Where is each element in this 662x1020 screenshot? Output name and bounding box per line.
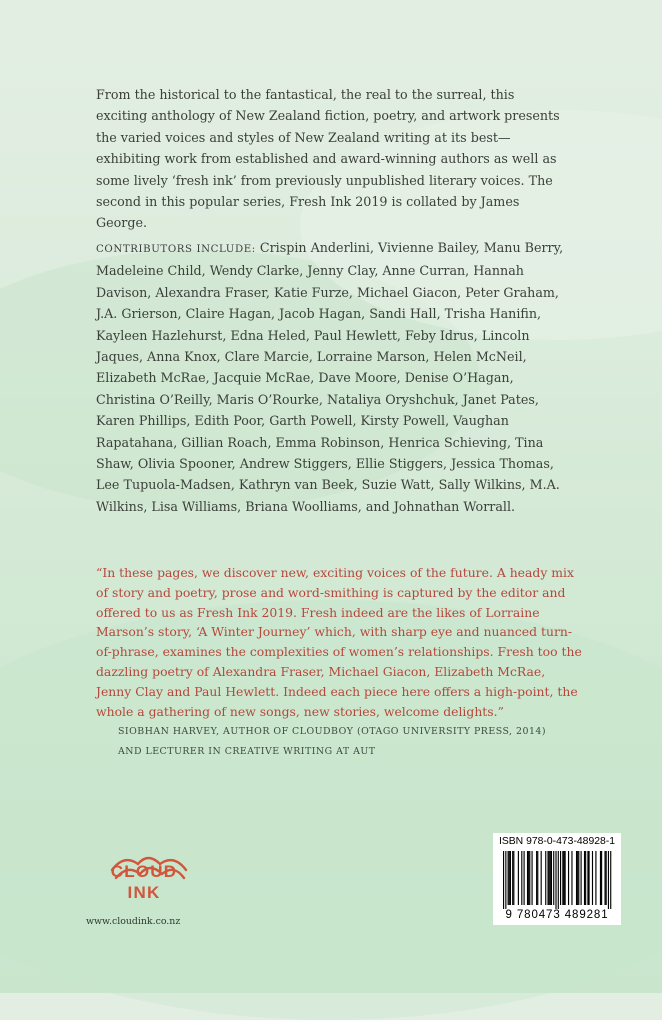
barcode-bar bbox=[563, 851, 564, 905]
logo-wordmark-cloud: CLOUD bbox=[110, 862, 178, 881]
contributors-names: Crispin Anderlini, Vivienne Bailey, Manu Berry, Madeleine Child, Wendy Clarke, Jenny Clay, Anne Curran, Hannah Davison, Alexandra Fraser, Katie Furze, Michael Giacon, Peter Graham, J.A. Grierson, Claire Hagan, Jacob Hagan, Sandi Hall, Trisha Hanifin, Kayleen Hazlehurst, Edna Heled, Paul Hewlett, Feby Idrus, Lincoln Jaques, Anna Knox, Clare Marcie, Lorraine Marson, Helen McNeil, Elizabeth McRae, Jacquie McRae, Dave Moore, Denise O’Hagan, Christina O’Reilly, Maris O’Rourke, Nataliya Oryshchuk, Janet Pates, Karen Phillips, Edith Poor, Garth Powell, Kirsty Powell, Vaughan Rapatahana, Gillian Roach, Emma Robinson, Henrica Schieving, Tina Shaw, Olivia Spooner, Andrew Stiggers, Ellie Stiggers, Jessica Thomas, Lee Tupuola-Madsen, Kathryn van Beek, Suzie Watt, Sally Wilkins, M.A. Wilkins, Lisa Williams, Briana Woolliams, and Johnathan Worrall. bbox=[96, 240, 564, 514]
contributors-list bbox=[96, 237, 576, 517]
barcode-bar bbox=[568, 851, 569, 905]
barcode-bar bbox=[577, 851, 578, 905]
barcode-bar bbox=[589, 851, 590, 905]
barcode-bar bbox=[560, 851, 561, 905]
barcode-bar bbox=[503, 851, 504, 909]
barcode-bar bbox=[547, 851, 548, 905]
logo-wordmark-ink: INK bbox=[127, 883, 161, 902]
barcode-bar bbox=[508, 851, 509, 905]
barcode-bar bbox=[541, 851, 542, 905]
barcode-bar bbox=[528, 851, 529, 905]
barcode-bar bbox=[595, 851, 596, 905]
publisher-url[interactable]: www.cloudink.co.nz bbox=[86, 916, 181, 927]
barcode-bar bbox=[518, 851, 519, 905]
barcode-bar bbox=[555, 851, 556, 909]
barcode-bar bbox=[532, 851, 533, 905]
review-attribution bbox=[118, 722, 568, 761]
barcode-bar bbox=[592, 851, 593, 905]
barcode-bar bbox=[524, 851, 525, 905]
barcode-bar bbox=[505, 851, 506, 909]
barcode-bar bbox=[606, 851, 607, 905]
barcode-bar bbox=[604, 851, 605, 905]
barcode-bar bbox=[512, 851, 513, 905]
barcode-bar bbox=[576, 851, 577, 905]
barcode-bar bbox=[585, 851, 586, 905]
barcode-bar bbox=[510, 851, 511, 905]
book-blurb: From the historical to the fantastical, the real to the surreal, this exciting anthology of New Zealand fiction, poetry, and artwork presents the varied voices and styles of New Zealand writing at its best—exhibiting work from established and award-winning authors as well as some lively ‘fresh ink’ from previously unpublished literary voices. The second in this popular series, Fresh Ink 2019 is collated by James George. bbox=[96, 87, 560, 231]
barcode-bar bbox=[545, 851, 546, 905]
isbn-label: ISBN 978-0-473-48928-1 bbox=[498, 836, 616, 847]
barcode-bar bbox=[600, 851, 601, 905]
barcode-bar bbox=[550, 851, 551, 905]
barcode-bar bbox=[581, 851, 582, 905]
isbn-barcode bbox=[493, 833, 621, 925]
barcode-bar bbox=[551, 851, 552, 905]
contributors-label: CONTRIBUTORS INCLUDE: bbox=[96, 244, 256, 255]
barcode-bar bbox=[553, 851, 554, 905]
barcode-bar bbox=[509, 851, 510, 905]
attribution-line: AND LECTURER IN CREATIVE WRITING AT AUT bbox=[118, 745, 376, 757]
barcode-bar bbox=[584, 851, 585, 905]
barcode-bar bbox=[578, 851, 579, 905]
barcode-bar bbox=[587, 851, 588, 905]
barcode-bar bbox=[536, 851, 537, 905]
barcode-bar bbox=[537, 851, 538, 905]
barcode-bar bbox=[558, 851, 559, 909]
ean-digits: 9 780473 489281 bbox=[505, 909, 609, 921]
barcode-bars bbox=[499, 851, 615, 909]
barcode-bar bbox=[610, 851, 611, 909]
barcode-bar bbox=[549, 851, 550, 905]
attribution-line: SIOBHAN HARVEY, AUTHOR OF CLOUDBOY (OTAGO UNIVERSITY PRESS, 2014) bbox=[118, 726, 547, 737]
barcode-bar bbox=[562, 851, 563, 905]
barcode-bar bbox=[608, 851, 609, 909]
barcode-bar bbox=[601, 851, 602, 905]
barcode-bar bbox=[565, 851, 566, 905]
barcode-bar bbox=[529, 851, 530, 905]
barcode-bar bbox=[513, 851, 514, 905]
review-quote: “In these pages, we discover new, exciting voices of the future. A heady mix of story and poetry, prose and word-smithing is captured by the editor and offered to us as Fresh Ink 2019. Fresh indeed are the likes of Lorraine Marson’s story, ‘A Winter Journey’ which, with sharp eye and nuanced turn-of-phrase, examines the complexities of women’s relationships. Fresh too the dazzling poetry of Alexandra Fraser, Michael Giacon, Elizabeth McRae, Jenny Clay and Paul Hewlett. Indeed each piece here offers a high-point, the whole a gathering of new songs, new stories, welcome delights.” bbox=[96, 565, 582, 719]
barcode-bar bbox=[527, 851, 528, 905]
barcode-bar bbox=[571, 851, 572, 905]
barcode-bar bbox=[521, 851, 522, 905]
